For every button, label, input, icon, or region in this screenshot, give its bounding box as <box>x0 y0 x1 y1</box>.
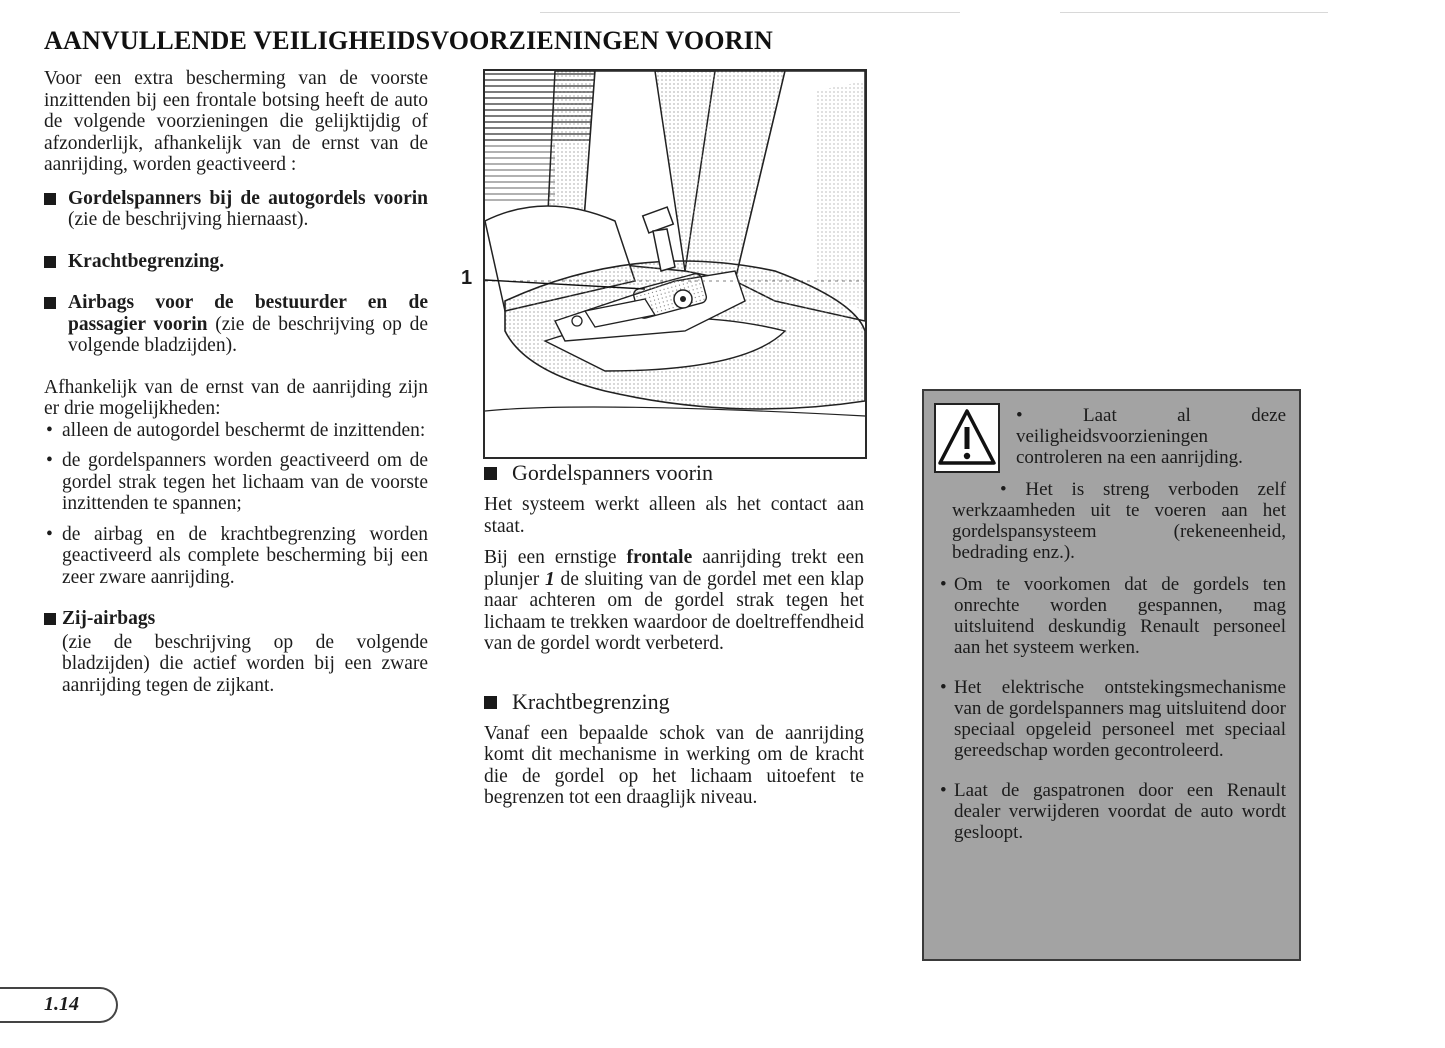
side-airbags-text: (zie de beschrijving op de volgende bladzijden) die actief worden bij een zware aanrijding tegen de zijkant. <box>62 631 428 696</box>
warning-box <box>922 389 1301 961</box>
warning-item: • Laat al deze veiligheidsvoorzieningen controleren na een aanrijding. <box>1016 405 1286 468</box>
seat-drawing <box>485 71 865 457</box>
dot-bullet-icon: • <box>46 523 53 545</box>
warning-item: • Het is streng verboden zelf werkzaamheden uit te voeren aan het gordelspansysteem (rekeneenheid, bedrading enz.). <box>952 479 1286 563</box>
warning-list <box>938 574 1286 853</box>
section-heading-pretensioners: Gordelspanners voorin <box>484 460 864 486</box>
top-rule-right <box>1060 12 1328 13</box>
paragraph: Vanaf een bepaalde schok van de aanrijding komt dit mechanisme in werking om de kracht die de gordel op het lichaam uitoefent te begrenzen tot een draaglijk niveau. <box>484 722 864 808</box>
list-item <box>44 188 428 231</box>
paragraph: Het systeem werkt alleen als het contact aan staat. <box>484 494 864 537</box>
left-column <box>44 68 428 696</box>
intro-paragraph: Voor een extra bescherming van de voorste inzittenden bij een frontale botsing heeft de auto de volgende voorzieningen die gelijktijdig of afzonderlijk, afhankelijk van de ernst van de aanrijding, worden geactiveerd : <box>44 68 428 175</box>
square-bullet-icon <box>44 297 56 309</box>
option-item: • de gordelspanners worden geactiveerd om de gordel strak tegen het lichaam van de voorste inzittenden te spannen; <box>46 450 428 514</box>
bullet-text: (zie de beschrijving hiernaast). <box>68 209 309 230</box>
square-bullet-icon <box>44 613 56 625</box>
dot-bullet-icon: • <box>46 419 53 441</box>
square-bullet-icon <box>484 467 497 480</box>
middle-column <box>484 460 864 809</box>
list-item <box>44 292 428 357</box>
warning-triangle-icon <box>934 403 1000 473</box>
bullet-bold-text: Airbags voor de bestuurder en de passagier voorin <box>68 292 428 335</box>
page-title: AANVULLENDE VEILIGHEIDSVOORZIENINGEN VOORIN <box>44 26 773 55</box>
bullet-text: (zie de beschrijving op de volgende bladzijden). <box>68 313 428 356</box>
possibilities-intro: Afhankelijk van de ernst van de aanrijding zijn er drie mogelijkheden: <box>44 376 428 419</box>
side-airbags-heading: Zij-airbags <box>44 608 428 630</box>
square-bullet-icon <box>44 256 56 268</box>
page-number: 1.14 <box>44 993 79 1015</box>
dot-bullet-icon: • <box>940 677 947 698</box>
warning-item: • Het elektrische ontstekingsmechanisme van de gordelspanners mag uitsluitend door speciaal opgeleid personeel met speciaal gereedschap worden gecontroleerd. <box>940 677 1286 761</box>
bullet-bold-text: Gordelspanners bij de autogordels voorin <box>68 187 428 209</box>
square-bullet-icon <box>44 193 56 205</box>
callout-label-1: 1 <box>461 267 473 289</box>
top-rule-left <box>540 12 960 13</box>
option-item: • alleen de autogordel beschermt de inzittenden: <box>46 419 426 441</box>
warning-item: • Laat de gaspatronen door een Renault dealer verwijderen voordat de auto wordt gesloopt. <box>940 780 1286 843</box>
list-item <box>44 251 428 273</box>
dot-bullet-icon: • <box>46 450 53 471</box>
seatbelt-pretensioner-illustration <box>483 69 867 459</box>
paragraph: Bij een ernstige frontale aanrijding trekt een plunjer 1 de sluiting van de gordel met een klap naar achteren om de gordel strak tegen het lichaam te trekken waardoor de doeltreffendheid van de gordel wordt verbeterd. <box>484 547 864 654</box>
dot-bullet-icon: • <box>940 574 947 595</box>
bullet-bold-text: Krachtbegrenzing. <box>68 250 225 272</box>
square-bullet-icon <box>484 696 497 709</box>
dot-bullet-icon: • <box>940 780 947 801</box>
option-item: • de airbag en de krachtbegrenzing worden geactiveerd als complete bescherming bij een zeer zware aanrijding. <box>46 523 428 588</box>
section-heading-force-limiter: Krachtbegrenzing <box>484 689 864 715</box>
warning-item: • Om te voorkomen dat de gordels ten onrechte worden gespannen, mag uitsluitend deskundig Renault personeel aan het systeem werken. <box>940 574 1286 658</box>
